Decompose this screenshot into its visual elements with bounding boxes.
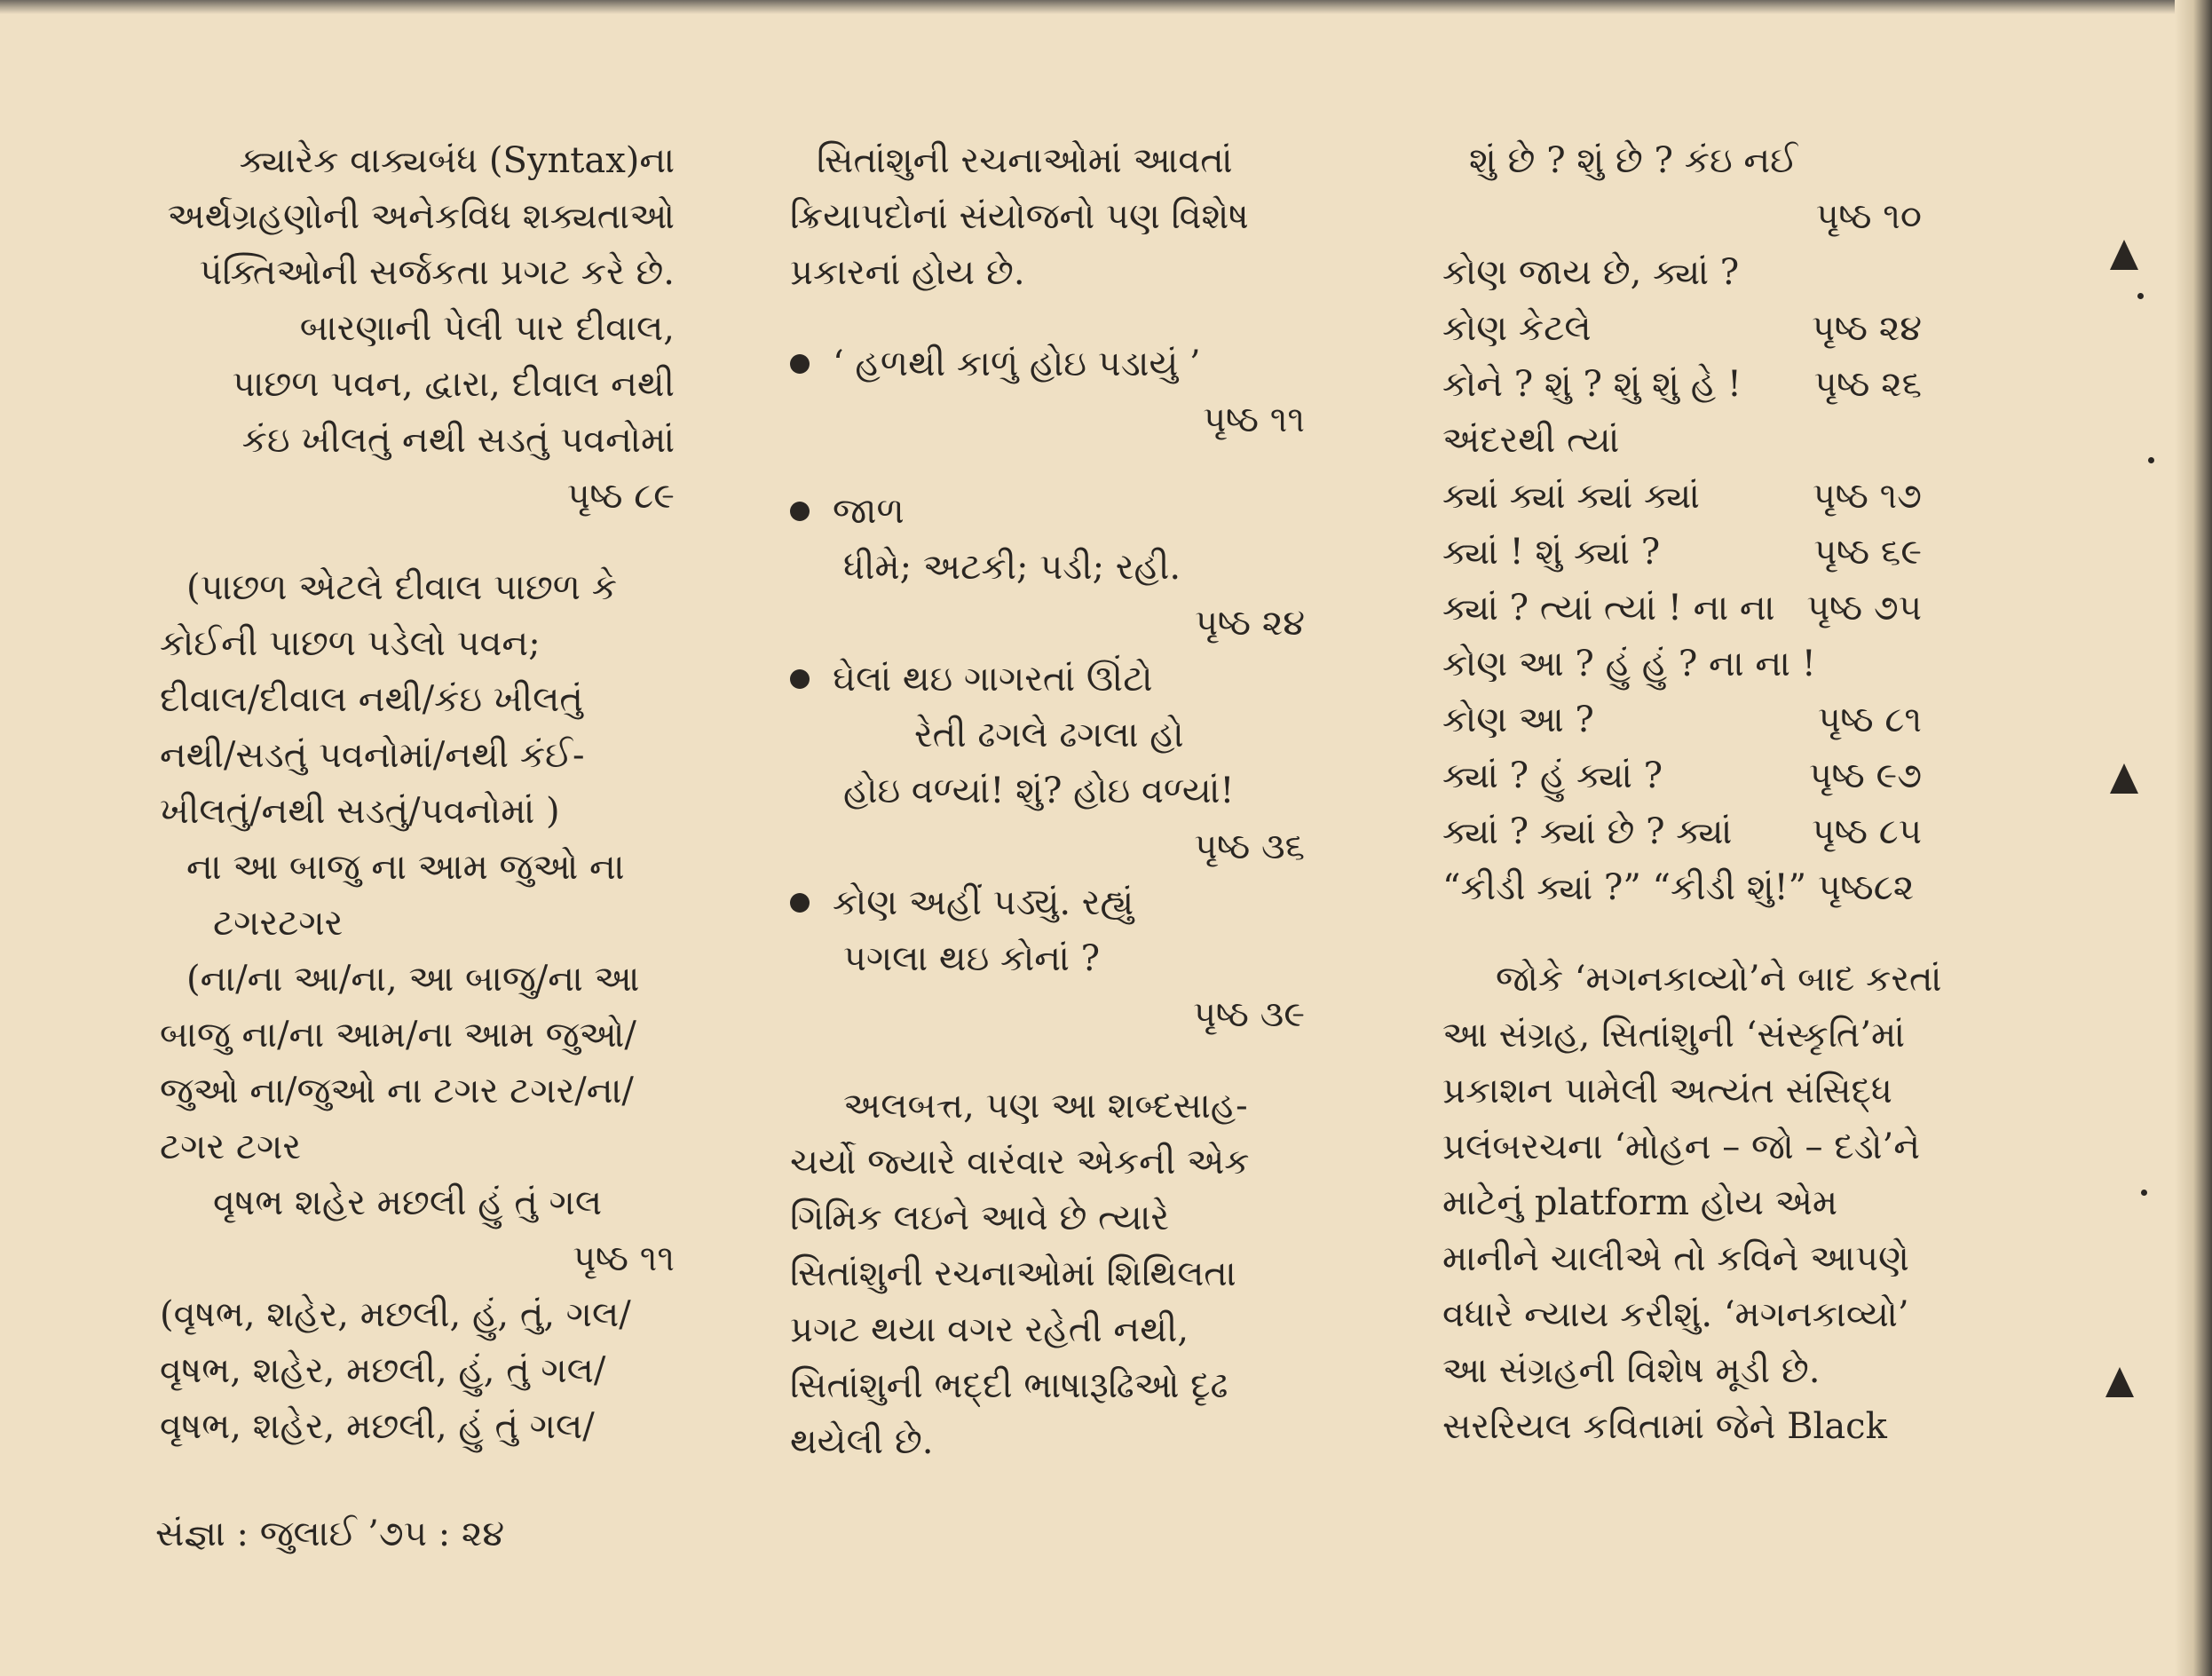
text-line: અલબત્ત, પણ આ શબ્દસાહ- [843, 1086, 1248, 1127]
bullet-dot [790, 893, 810, 913]
page-reference: પૃષ્ઠ ૩૬ [1194, 826, 1305, 867]
page-reference: પૃષ્ઠ ૩૯ [1193, 994, 1305, 1035]
verse-line: શું છે ? શું છે ? કંઇ નઈ [1469, 140, 1798, 181]
bullet-item [790, 875, 1305, 931]
text-line: ક્રિયાપદોનાં સંયોજનો પણ વિશેષ [790, 196, 1249, 237]
text-line: ખીલતું/નથી સડતું/પવનોમાં ) [160, 791, 560, 832]
verse-line: “કીડી ક્યાં ?” “કીડી શું!” પૃષ્ઠ૮૨ [1442, 867, 1915, 908]
page-reference: પૃષ્ઠ ૨૬ [1813, 364, 1922, 405]
quote-line: ‘ હળથી કાળું હોઇ પડાયું ’ [833, 344, 1201, 384]
text-line: સરરિયલ કવિતામાં જેને Black [1442, 1406, 1887, 1447]
text-line: (વૃષભ, શહેર, મછલી, હું, તું, ગલ/ [160, 1294, 631, 1335]
text-line: ટગર ટગર [160, 1127, 302, 1167]
text-line: સિતાંશુની રચનાઓમાં શિથિલતા [790, 1253, 1236, 1294]
text-line: વૃષભ, શહેર, મછલી, હું, તું ગલ/ [160, 1350, 606, 1391]
verse-line: કોણ જાય છે, ક્યાં ? [1442, 252, 1740, 293]
margin-arrow-mark [2110, 763, 2138, 794]
verse-text: ક્યાં ? ત્યાં ત્યાં ! ના ના [1442, 588, 1775, 628]
text-line: સિતાંશુની રચનાઓમાં આવતાં [817, 140, 1233, 181]
text-line: થયેલી છે. [790, 1421, 934, 1462]
text-line: માનીને ચાલીએ તો કવિને આપણે [1442, 1238, 1909, 1279]
verse-line: ટગરટગર [213, 903, 344, 944]
page-reference: પૃષ્ઠ ૮૯ [566, 476, 675, 517]
verse-text: કોને ? શું ? શું શું હે ! [1442, 364, 1742, 405]
text-line: પ્રકારનાં હોય છે. [790, 252, 1025, 293]
text-line: પ્રગટ થયા વગર રહેતી નથી, [790, 1309, 1189, 1350]
verse-row [1442, 525, 1922, 581]
verse-text: કોણ કેટલે [1442, 308, 1592, 349]
text-line: આ સંગ્રહ, સિતાંશુની ‘સંસ્કૃતિ’માં [1442, 1015, 1906, 1055]
text-line: જુઓ ના/જુઓ ના ટગર ટગર/ના/ [160, 1071, 634, 1111]
quote-line: જાળ [833, 491, 905, 532]
verse-row [1442, 692, 1922, 748]
column-left [160, 133, 675, 1455]
text-line: (ના/ના આ/ના, આ બાજુ/ના આ [186, 959, 640, 1000]
verse-text: ક્યાં ? હું ક્યાં ? [1442, 755, 1663, 796]
margin-dot [2137, 293, 2144, 299]
verse-text: ક્યાં ક્યાં ક્યાં ક્યાં [1442, 476, 1700, 517]
verse-line: વૃષભ શહેર મછલી હું તું ગલ [213, 1182, 603, 1223]
verse-row [1442, 636, 1922, 692]
bullet-dot [790, 502, 810, 521]
page-reference: પૃષ્ઠ ૧૭ [1813, 476, 1922, 517]
verse-text: ક્યાં ! શું ક્યાં ? [1442, 532, 1661, 573]
text-line: જોકે ‘મગનકાવ્યો’ને બાદ કરતાં [1496, 959, 1942, 1000]
verse-text: અંદરથી ત્યાં [1442, 420, 1620, 461]
text-line: વધારે ન્યાય કરીશું. ‘મગનકાવ્યો’ [1442, 1294, 1909, 1335]
text-line: અર્થગ્રહણોની અનેકવિધ શક્યતાઓ [167, 196, 675, 237]
verse-line: કંઇ ખીલતું નથી સડતું પવનોમાં [241, 420, 675, 461]
verse-row [1442, 469, 1922, 525]
margin-arrow-mark [2110, 240, 2138, 270]
page-reference: પૃષ્ઠ ૧૦ [1815, 196, 1922, 237]
text-line: ગિમિક લઇને આવે છે ત્યારે [790, 1198, 1170, 1238]
text-line: દીવાલ/દીવાલ નથી/કંઇ ખીલતું [160, 679, 583, 720]
text-line: પ્રલંબરચના ‘મોહન – જો – દડો’ને [1442, 1127, 1921, 1167]
page-reference: પૃષ્ઠ ૭૫ [1806, 588, 1922, 628]
text-line: ચર્યો જ્યારે વારંવાર એકની એક [790, 1142, 1250, 1182]
page-reference: પૃષ્ઠ ૨૪ [1195, 603, 1305, 644]
text-line: પંક્તિઓની સર્જકતા પ્રગટ કરે છે. [199, 252, 675, 293]
text-line: બાજુ ના/ના આમ/ના આમ જુઓ/ [160, 1015, 636, 1055]
verse-row [1442, 357, 1922, 413]
quote-line: રેતી ઢગલે ઢગલા હો [914, 715, 1184, 755]
page-reference: પૃષ્ઠ ૯૭ [1808, 755, 1922, 796]
quote-line: ધીમે; અટકી; પડી; રહી. [843, 547, 1181, 588]
text-line: માટેનું platform હોય એમ [1442, 1182, 1838, 1223]
text-line: વૃષભ, શહેર, મછલી, હું તું ગલ/ [160, 1406, 595, 1447]
bullet-item [790, 336, 1305, 392]
verse-line: ના આ બાજુ ના આમ જુઓ ના [186, 847, 625, 888]
verse-row [1442, 301, 1922, 357]
bullet-item [790, 652, 1305, 708]
margin-arrow-mark [2105, 1367, 2134, 1397]
quote-line: પગલા થઇ કોનાં ? [843, 938, 1101, 979]
page-footer: સંજ્ઞા : જુલાઈ ’૭૫ : ૨૪ [155, 1514, 505, 1554]
bullet-dot [790, 669, 810, 689]
text-line: (પાછળ એટલે દીવાલ પાછળ કે [186, 567, 617, 608]
verse-row [1442, 581, 1922, 636]
quote-line: કોણ અહીં પડ્યું. રહ્યું [833, 882, 1134, 923]
verse-row [1442, 748, 1922, 804]
text-line: નથી/સડતું પવનોમાં/નથી કંઈ- [160, 735, 585, 776]
text-line: કોઈની પાછળ પડેલો પવન; [160, 623, 541, 664]
column-right [1442, 133, 1942, 1455]
quote-line: ઘેલાં થઇ ગાગરતાં ઊંટો [833, 659, 1153, 700]
quote-line: હોઇ વળ્યાં! શું? હોઇ વળ્યાં! [843, 771, 1235, 811]
verse-row [1442, 804, 1922, 860]
bullet-dot [790, 354, 810, 374]
page-reference: પૃષ્ઠ ૨૪ [1812, 308, 1922, 349]
text-line: આ સંગ્રહની વિશેષ મૂડી છે. [1442, 1350, 1821, 1391]
verse-text: ક્યાં ? ક્યાં છે ? ક્યાં [1442, 811, 1733, 852]
column-middle [790, 133, 1305, 1470]
text-line: ક્યારેક વાક્યબંધ (Syntax)ના [239, 140, 675, 181]
page-reference: પૃષ્ઠ ૮૫ [1812, 811, 1922, 852]
text-line: સિતાંશુની ભદ્દી ભાષારૂઢિઓ દૃઢ [790, 1365, 1228, 1406]
margin-dot [2148, 457, 2154, 463]
page-reference: પૃષ્ઠ ૧૧ [1203, 399, 1305, 440]
text-line: પ્રકાશન પામેલી અત્યંત સંસિદ્ધ [1442, 1071, 1892, 1111]
verse-text: કોણ આ ? [1442, 700, 1594, 740]
page-reference: પૃષ્ઠ ૮૧ [1817, 700, 1922, 740]
verse-row [1442, 413, 1922, 469]
verse-text: કોણ આ ? હું હું ? ના ના ! [1442, 644, 1816, 684]
verse-line: પાછળ પવન, દ્વારા, દીવાલ નથી [232, 364, 675, 405]
bullet-item [790, 484, 1305, 540]
page-reference: પૃષ્ઠ ૬૯ [1813, 532, 1922, 573]
margin-dot [2141, 1190, 2147, 1196]
page-reference: પૃષ્ઠ ૧૧ [573, 1238, 675, 1279]
verse-line: બારણાની પેલી પાર દીવાલ, [299, 308, 675, 349]
